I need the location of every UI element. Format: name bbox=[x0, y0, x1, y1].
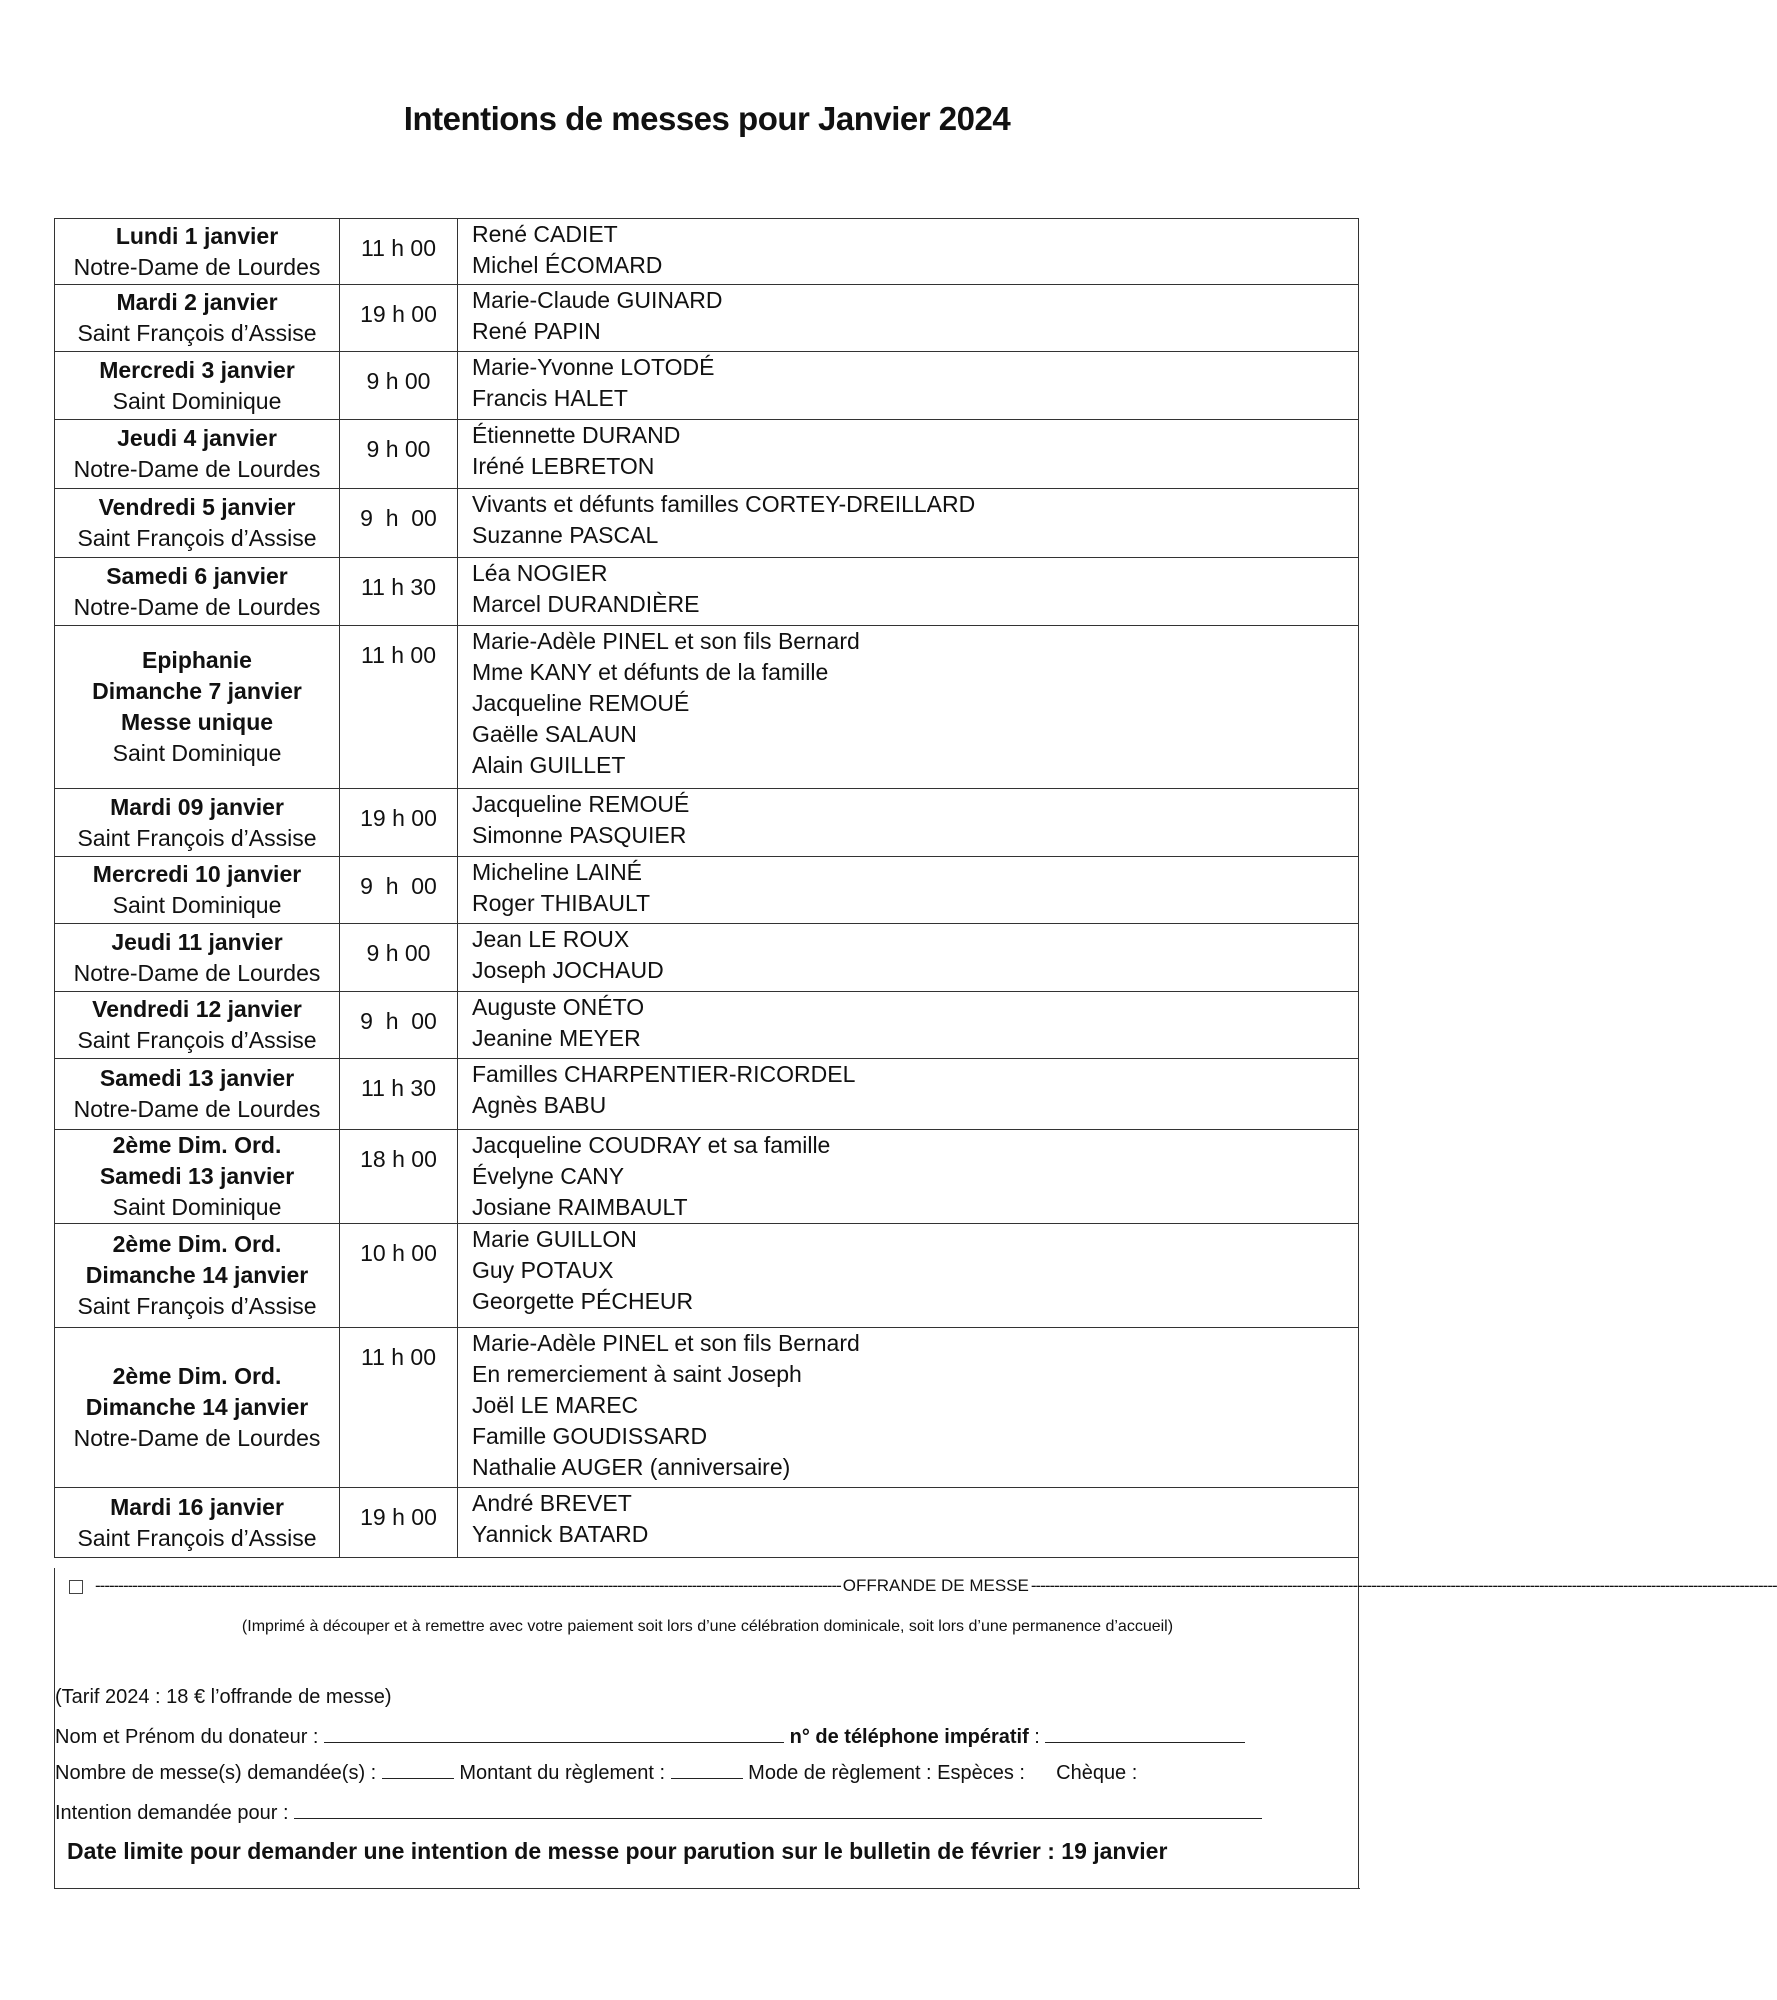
intentions-cell bbox=[458, 420, 1360, 489]
intention-name: Étiennette DURAND bbox=[472, 422, 681, 448]
mass-day-label: Mercredi 10 janvier bbox=[92, 861, 302, 887]
intention-name: Alain GUILLET bbox=[472, 752, 626, 778]
mass-day-label: Dimanche 14 janvier bbox=[85, 1394, 309, 1420]
church-name: Saint François d’Assise bbox=[77, 1293, 317, 1319]
dashed-line-left: ---------------------------------------------------------------------------------------------------------------------------------------------------------------- bbox=[95, 1576, 841, 1595]
donor-field[interactable] bbox=[324, 1724, 784, 1743]
church-name: Notre-Dame de Lourdes bbox=[73, 1425, 321, 1451]
mass-day-label: Samedi 13 janvier bbox=[99, 1163, 295, 1189]
intention-name: Vivants et défunts familles CORTEY-DREILLARD bbox=[472, 491, 976, 517]
intention-name: Yannick BATARD bbox=[472, 1521, 649, 1547]
coupon-heading: OFFRANDE DE MESSE bbox=[842, 1576, 1029, 1595]
intention-name: René PAPIN bbox=[472, 318, 601, 344]
mass-day-label: Vendredi 5 janvier bbox=[98, 494, 296, 520]
table-row bbox=[55, 219, 1360, 285]
intention-name: Marie-Claude GUINARD bbox=[472, 287, 723, 313]
mass-date-cell bbox=[55, 1488, 340, 1558]
mass-intentions-table bbox=[54, 218, 1359, 1558]
mass-day-label: Mardi 09 janvier bbox=[110, 793, 284, 820]
table-row bbox=[55, 285, 1360, 352]
intentions-cell bbox=[458, 789, 1360, 857]
intention-name: René CADIET bbox=[472, 221, 618, 247]
intention-name: Marie-Adèle PINEL et son fils Bernard bbox=[472, 628, 860, 654]
intention-name: André BREVET bbox=[472, 1490, 632, 1516]
request-line bbox=[55, 1760, 1137, 1785]
intention-name: Jean LE ROUX bbox=[472, 926, 630, 952]
table-row bbox=[55, 992, 1360, 1059]
intentions-cell bbox=[458, 1224, 1360, 1328]
mass-day-label: Mardi 16 janvier bbox=[110, 1493, 284, 1520]
mass-day-label: 2ème Dim. Ord. bbox=[112, 1363, 282, 1389]
offering-coupon bbox=[54, 1568, 1777, 1889]
church-name: Saint François d’Assise bbox=[77, 525, 317, 551]
payment-mode-label: Mode de règlement : Espèces : bbox=[748, 1762, 1025, 1784]
intention-name: Marie-Yvonne LOTODÉ bbox=[472, 354, 715, 380]
church-name: Saint François d’Assise bbox=[77, 1027, 317, 1053]
mass-day-label: Dimanche 14 janvier bbox=[85, 1262, 309, 1288]
church-name: Saint François d’Assise bbox=[77, 320, 317, 346]
mass-time: 11 h 00 bbox=[340, 1328, 458, 1488]
tarif-line: (Tarif 2024 : 18 € l’offrande de messe) bbox=[55, 1686, 392, 1708]
intention-name: Marie GUILLON bbox=[472, 1226, 637, 1252]
intentions-cell bbox=[458, 1130, 1360, 1224]
intention-field[interactable] bbox=[294, 1800, 1262, 1819]
mass-day-label: Messe unique bbox=[120, 709, 274, 735]
mass-date-cell bbox=[55, 558, 340, 626]
church-name: Notre-Dame de Lourdes bbox=[73, 593, 321, 620]
intention-line bbox=[55, 1800, 1262, 1825]
mass-day-label: Mercredi 3 janvier bbox=[99, 356, 295, 383]
intention-name: Nathalie AUGER (anniversaire) bbox=[472, 1454, 791, 1480]
mass-time: 19 h 00 bbox=[340, 789, 458, 857]
church-name: Saint Dominique bbox=[112, 740, 282, 766]
intentions-cell bbox=[458, 1059, 1360, 1130]
mass-day-label: Vendredi 12 janvier bbox=[92, 996, 302, 1022]
mass-date-cell bbox=[55, 1130, 340, 1224]
church-name: Notre-Dame de Lourdes bbox=[73, 959, 321, 986]
mass-day-label: Mardi 2 janvier bbox=[116, 289, 278, 315]
mass-time: 11 h 30 bbox=[340, 558, 458, 626]
mass-time: 9 h 00 bbox=[340, 489, 458, 558]
intention-name: Michel ÉCOMARD bbox=[472, 252, 663, 278]
intention-name: Auguste ONÉTO bbox=[472, 994, 645, 1020]
intention-name: Marie-Adèle PINEL et son fils Bernard bbox=[472, 1330, 860, 1356]
table-row bbox=[55, 1488, 1360, 1558]
mass-day-label: Jeudi 4 janvier bbox=[117, 425, 277, 451]
phone-label: n° de téléphone impératif bbox=[789, 1726, 1029, 1748]
table-row bbox=[55, 1328, 1360, 1488]
mass-date-cell bbox=[55, 219, 340, 285]
dashed-line-right: ---------------------------------------------------------------------------------------------------------------------------------------------------------------- bbox=[1030, 1576, 1777, 1595]
amount-label: Montant du règlement : bbox=[459, 1762, 666, 1784]
mass-time: 18 h 00 bbox=[340, 1130, 458, 1224]
intentions-cell bbox=[458, 558, 1360, 626]
phone-field[interactable] bbox=[1045, 1724, 1245, 1743]
intention-label: Intention demandée pour : bbox=[55, 1802, 289, 1824]
church-name: Notre-Dame de Lourdes bbox=[73, 456, 321, 482]
table-row bbox=[55, 1059, 1360, 1130]
mass-time: 19 h 00 bbox=[340, 1488, 458, 1558]
mass-time: 9 h 00 bbox=[340, 352, 458, 420]
mass-time: 9 h 00 bbox=[340, 924, 458, 992]
mass-date-cell bbox=[55, 1224, 340, 1328]
intentions-cell bbox=[458, 1488, 1360, 1558]
intention-name: Francis HALET bbox=[472, 385, 628, 411]
donor-line bbox=[55, 1724, 1245, 1749]
intention-name: Joseph JOCHAUD bbox=[472, 957, 664, 983]
mass-date-cell bbox=[55, 1059, 340, 1130]
mass-time: 9 h 00 bbox=[340, 420, 458, 489]
mass-time: 9 h 00 bbox=[340, 992, 458, 1059]
intention-name: Jeanine MEYER bbox=[472, 1025, 641, 1051]
mass-date-cell bbox=[55, 285, 340, 352]
intentions-cell bbox=[458, 924, 1360, 992]
mass-date-cell bbox=[55, 420, 340, 489]
checkbox-icon[interactable] bbox=[69, 1580, 83, 1594]
mass-time: 19 h 00 bbox=[340, 285, 458, 352]
amount-field[interactable] bbox=[671, 1760, 743, 1779]
table-row bbox=[55, 789, 1360, 857]
count-field[interactable] bbox=[382, 1760, 454, 1779]
intentions-cell bbox=[458, 626, 1360, 789]
intention-name: En remerciement à saint Joseph bbox=[472, 1361, 802, 1387]
mass-time: 11 h 30 bbox=[340, 1059, 458, 1130]
church-name: Saint Dominique bbox=[112, 1194, 282, 1220]
intention-name: Marcel DURANDIÈRE bbox=[472, 591, 700, 617]
mass-time: 10 h 00 bbox=[340, 1224, 458, 1328]
intention-name: Évelyne CANY bbox=[472, 1163, 625, 1189]
intention-name: Joël LE MAREC bbox=[472, 1392, 639, 1418]
church-name: Saint François d’Assise bbox=[77, 1524, 317, 1551]
intention-name: Famille GOUDISSARD bbox=[472, 1423, 708, 1449]
mass-time: 11 h 00 bbox=[340, 219, 458, 285]
intention-name: Guy POTAUX bbox=[472, 1257, 614, 1283]
mass-day-label: Dimanche 7 janvier bbox=[92, 678, 302, 704]
intentions-cell bbox=[458, 992, 1360, 1059]
church-name: Notre-Dame de Lourdes bbox=[73, 253, 321, 280]
table-row bbox=[55, 857, 1360, 924]
mass-date-cell bbox=[55, 1328, 340, 1488]
mass-day-label: Epiphanie bbox=[142, 647, 252, 673]
intention-name: Gaëlle SALAUN bbox=[472, 721, 637, 747]
intentions-cell bbox=[458, 489, 1360, 558]
intention-name: Roger THIBAULT bbox=[472, 890, 651, 916]
coupon-note: (Imprimé à découper et à remettre avec votre paiement soit lors d’une célébration dominicale, soit lors d’une permanence d’accueil) bbox=[241, 1618, 1174, 1635]
mass-date-cell bbox=[55, 789, 340, 857]
page-title: Intentions de messes pour Janvier 2024 bbox=[403, 100, 1011, 137]
church-name: Saint Dominique bbox=[112, 387, 282, 414]
intention-name: Familles CHARPENTIER-RICORDEL bbox=[472, 1061, 856, 1087]
table-row bbox=[55, 420, 1360, 489]
mass-date-cell bbox=[55, 924, 340, 992]
intentions-cell bbox=[458, 285, 1360, 352]
intention-name: Jacqueline REMOUÉ bbox=[472, 791, 690, 817]
table-row bbox=[55, 1130, 1360, 1224]
intention-name: Jacqueline COUDRAY et sa famille bbox=[472, 1132, 831, 1158]
mass-day-label: Lundi 1 janvier bbox=[115, 222, 279, 249]
table-row bbox=[55, 489, 1360, 558]
intention-name: Mme KANY et défunts de la famille bbox=[472, 659, 829, 685]
intentions-cell bbox=[458, 1328, 1360, 1488]
mass-date-cell bbox=[55, 857, 340, 924]
count-label: Nombre de messe(s) demandée(s) : bbox=[55, 1762, 377, 1784]
intention-name: Suzanne PASCAL bbox=[472, 522, 659, 548]
intention-name: Georgette PÉCHEUR bbox=[472, 1288, 694, 1314]
mass-date-cell bbox=[55, 992, 340, 1059]
mass-time: 11 h 00 bbox=[340, 626, 458, 789]
intentions-cell bbox=[458, 219, 1360, 285]
intention-name: Micheline LAINÉ bbox=[472, 859, 643, 885]
mass-day-label: 2ème Dim. Ord. bbox=[112, 1231, 282, 1257]
mass-date-cell bbox=[55, 352, 340, 420]
mass-day-label: Samedi 13 janvier bbox=[99, 1065, 295, 1091]
mass-date-cell bbox=[55, 626, 340, 789]
church-name: Saint François d’Assise bbox=[77, 824, 317, 851]
mass-time: 9 h 00 bbox=[340, 857, 458, 924]
intention-name: Jacqueline REMOUÉ bbox=[472, 690, 690, 716]
mass-day-label: Samedi 6 janvier bbox=[106, 562, 288, 589]
mass-day-label: 2ème Dim. Ord. bbox=[112, 1132, 282, 1158]
intentions-cell bbox=[458, 352, 1360, 420]
intention-name: Léa NOGIER bbox=[472, 560, 608, 586]
table-row bbox=[55, 558, 1360, 626]
cut-line bbox=[95, 1576, 1777, 1596]
table-row bbox=[55, 1224, 1360, 1328]
table-row bbox=[55, 626, 1360, 789]
table-row bbox=[55, 924, 1360, 992]
intention-name: Simonne PASQUIER bbox=[472, 822, 687, 848]
table-row bbox=[55, 352, 1360, 420]
intention-name: Agnès BABU bbox=[472, 1092, 607, 1118]
cheque-label: Chèque : bbox=[1056, 1762, 1138, 1784]
church-name: Notre-Dame de Lourdes bbox=[73, 1096, 321, 1122]
church-name: Saint Dominique bbox=[112, 892, 282, 918]
intention-name: Josiane RAIMBAULT bbox=[472, 1194, 688, 1220]
phone-colon: : bbox=[1028, 1726, 1040, 1748]
intention-name: Iréné LEBRETON bbox=[472, 453, 655, 479]
intentions-cell bbox=[458, 857, 1360, 924]
deadline-notice: Date limite pour demander une intention de messe pour parution sur le bulletin de février : 19 janvier bbox=[67, 1838, 1168, 1864]
donor-label: Nom et Prénom du donateur : bbox=[55, 1726, 319, 1748]
mass-day-label: Jeudi 11 janvier bbox=[111, 928, 283, 955]
mass-date-cell bbox=[55, 489, 340, 558]
